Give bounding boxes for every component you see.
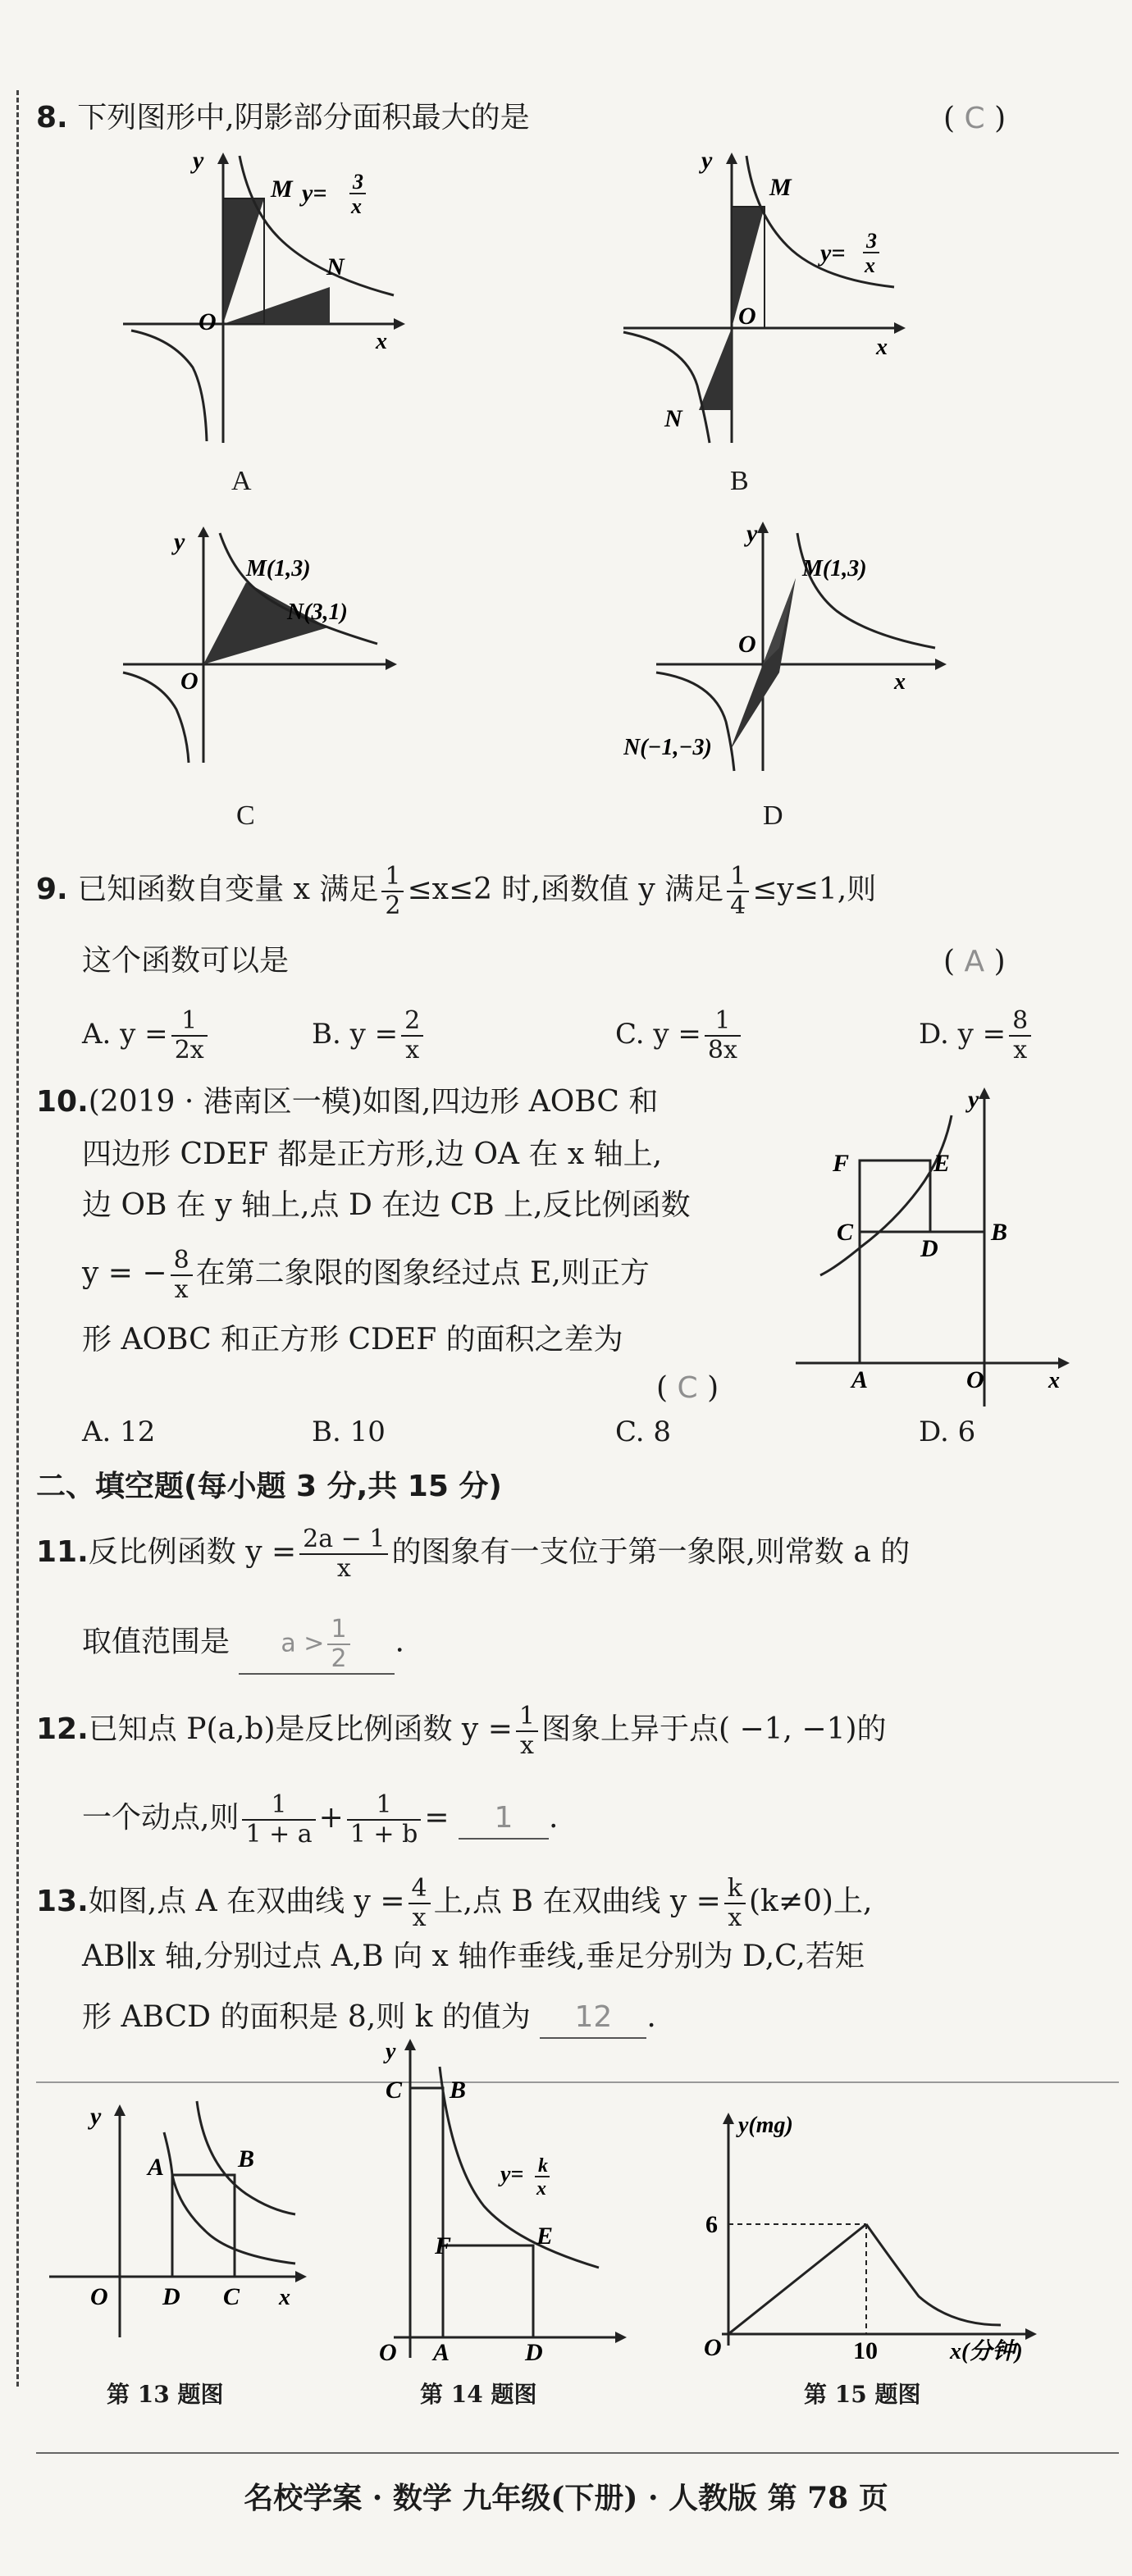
svg-text:M(1,3): M(1,3) — [246, 556, 311, 581]
q12-answer-blank: 1 — [459, 1799, 549, 1840]
q9-stem-line2: 这个函数可以是 — [82, 944, 290, 978]
svg-text:M(1,3): M(1,3) — [802, 556, 867, 581]
svg-text:A: A — [148, 2154, 165, 2181]
svg-text:x: x — [536, 2178, 546, 2200]
q9-option-b: B. y = $\frac{2}{x}$ — [312, 1007, 427, 1065]
figure-14-caption: 第 14 题图 — [420, 2381, 537, 2408]
svg-text:N(−1,−3): N(−1,−3) — [623, 735, 712, 760]
figure-15 — [673, 2100, 1083, 2370]
q8-number: 8. — [36, 101, 68, 134]
svg-text:F: F — [833, 1150, 850, 1177]
svg-text:O: O — [738, 303, 756, 330]
svg-text:y=: y= — [820, 239, 846, 267]
page-footer: 名校学案 · 数学 九年级(下册) · 人教版 第 78 页 — [244, 2481, 888, 2515]
q11-answer-blank: a > $\frac{1}{2}$ — [239, 1616, 395, 1675]
svg-text:O: O — [966, 1366, 984, 1393]
svg-text:6: 6 — [705, 2211, 718, 2238]
svg-text:C: C — [386, 2077, 403, 2104]
q8-option-d-label: D — [763, 800, 783, 831]
svg-text:y: y — [968, 1086, 979, 1113]
svg-text:x: x — [1048, 1368, 1060, 1393]
svg-text:y: y — [193, 147, 204, 174]
svg-text:y: y — [701, 147, 713, 174]
figure-15-caption: 第 15 题图 — [804, 2381, 921, 2408]
svg-text:x: x — [279, 2285, 290, 2310]
q10-line5: 形 AOBC 和正方形 CDEF 的面积之差为 — [82, 1323, 623, 1356]
q13-line2: AB∥x 轴,分别过点 A,B 向 x 轴作垂线,垂足分别为 D,C,若矩 — [82, 1940, 865, 1973]
svg-text:D: D — [525, 2339, 543, 2362]
svg-text:A: A — [433, 2339, 450, 2362]
q9-answer: A — [964, 945, 985, 978]
q10-figure — [787, 1083, 1075, 1411]
svg-text:y: y — [90, 2103, 102, 2130]
q13-answer-blank: 12 — [540, 1998, 646, 2039]
svg-text:x: x — [876, 335, 888, 360]
q12-line2: 一个动点,则 $\frac{1}{1 + a}$ + $\frac{1}{1 + b}$ = 1 . — [82, 1790, 559, 1849]
svg-text:x: x — [894, 669, 906, 695]
q9-option-a: A. y = $\frac{1}{2x}$ — [82, 1007, 211, 1065]
svg-text:10: 10 — [853, 2337, 878, 2364]
svg-text:N: N — [664, 405, 682, 432]
svg-text:3: 3 — [353, 170, 363, 194]
svg-text:D: D — [920, 1235, 938, 1262]
svg-text:N: N — [326, 253, 345, 280]
svg-text:y(mg): y(mg) — [738, 2113, 793, 2138]
svg-text:N(3,1): N(3,1) — [287, 600, 348, 625]
svg-text:O: O — [180, 668, 199, 695]
footer-divider — [36, 2452, 1119, 2454]
svg-text:E: E — [536, 2223, 554, 2250]
svg-text:3: 3 — [866, 229, 877, 253]
q10-answer: C — [677, 1371, 698, 1405]
q8-option-a-label: A — [231, 466, 252, 496]
svg-text:y: y — [174, 528, 185, 555]
svg-text:B: B — [450, 2077, 467, 2104]
q8-figure-a — [115, 139, 410, 451]
q8-figure-c — [115, 525, 410, 771]
svg-text:E: E — [933, 1150, 951, 1177]
svg-text:O: O — [704, 2334, 722, 2361]
q10-option-b: B. 10 — [312, 1416, 386, 1448]
q8-answer: C — [964, 102, 985, 135]
q8-answer-bracket: ( C ) — [943, 102, 1006, 135]
figure-13 — [41, 2100, 312, 2346]
q10-option-d: D. 6 — [919, 1416, 976, 1448]
figure-14 — [361, 2034, 632, 2362]
figure-13-caption: 第 13 题图 — [107, 2381, 224, 2408]
svg-text:B: B — [991, 1219, 1008, 1246]
svg-text:x: x — [351, 194, 362, 218]
svg-text:y: y — [746, 520, 758, 547]
svg-text:M: M — [769, 174, 792, 201]
svg-text:y=: y= — [500, 2162, 524, 2187]
svg-text:O: O — [90, 2283, 108, 2310]
svg-text:C: C — [223, 2283, 240, 2310]
svg-text:x: x — [376, 329, 387, 354]
q11-line1: 11.反比例函数 y = $\frac{2a - 1}{x}$ 的图象有一支位于第一象限,则常数 a 的 — [36, 1525, 911, 1583]
svg-text:D: D — [162, 2283, 180, 2310]
q10-line2: 四边形 CDEF 都是正方形,边 OA 在 x 轴上, — [82, 1138, 663, 1171]
svg-text:y: y — [386, 2039, 396, 2064]
q8-figure-b — [615, 139, 927, 451]
svg-text:B: B — [238, 2145, 255, 2173]
binding-dashed-line — [16, 90, 19, 2387]
svg-text:O: O — [379, 2339, 397, 2362]
svg-text:x: x — [865, 253, 875, 277]
q8-text: 下列图形中,阴影部分面积最大的是 — [77, 101, 530, 134]
q10-option-a: A. 12 — [82, 1416, 156, 1448]
q9-stem-line1: 9. 已知函数自变量 x 满足 $\frac{1}{2}$ ≤x≤2 时,函数值 y 满足 $\frac{1}{4}$ ≤y≤1,则 — [36, 862, 877, 920]
q10-line4: y = − $\frac{8}{x}$ 在第二象限的图象经过点 E,则正方 — [82, 1246, 650, 1304]
svg-text:O: O — [199, 308, 217, 335]
q10-line3: 边 OB 在 y 轴上,点 D 在边 CB 上,反比例函数 — [82, 1188, 691, 1222]
section-fill-in-heading: 二、填空题(每小题 3 分,共 15 分) — [36, 1470, 502, 1503]
svg-text:C: C — [837, 1219, 854, 1246]
q9-option-d: D. y = $\frac{8}{x}$ — [919, 1007, 1034, 1065]
svg-text:k: k — [538, 2155, 548, 2177]
q10-option-c: C. 8 — [615, 1416, 672, 1448]
q9-option-c: C. y = $\frac{1}{8x}$ — [615, 1007, 744, 1065]
svg-text:A: A — [851, 1366, 869, 1393]
q11-line2: 取值范围是 a > $\frac{1}{2}$ . — [82, 1615, 404, 1673]
svg-text:x(分钟): x(分钟) — [950, 2339, 1023, 2364]
q9-answer-bracket: ( A ) — [943, 945, 1006, 978]
q13-line3: 形 ABCD 的面积是 8,则 k 的值为 12 . — [82, 1998, 656, 2039]
svg-text:F: F — [435, 2232, 452, 2259]
q8-figure-d — [623, 517, 952, 779]
q8-option-c-label: C — [236, 800, 255, 831]
svg-text:y=: y= — [302, 180, 327, 207]
q10-answer-bracket: ( C ) — [656, 1371, 719, 1405]
q12-line1: 12.已知点 P(a,b)是反比例函数 y = $\frac{1}{x}$ 图象上异于点( −1, −1)的 — [36, 1702, 887, 1760]
q8-option-b-label: B — [730, 466, 749, 496]
q8-stem — [36, 98, 530, 138]
svg-text:O: O — [738, 631, 756, 658]
q13-line1: 13.如图,点 A 在双曲线 y = $\frac{4}{x}$ 上,点 B 在双曲线 y = $\frac{k}{x}$ (k≠0)上, — [36, 1874, 873, 1932]
svg-text:M: M — [271, 176, 293, 203]
q10-line1: 10.(2019 · 港南区一模)如图,四边形 AOBC 和 — [36, 1085, 659, 1119]
